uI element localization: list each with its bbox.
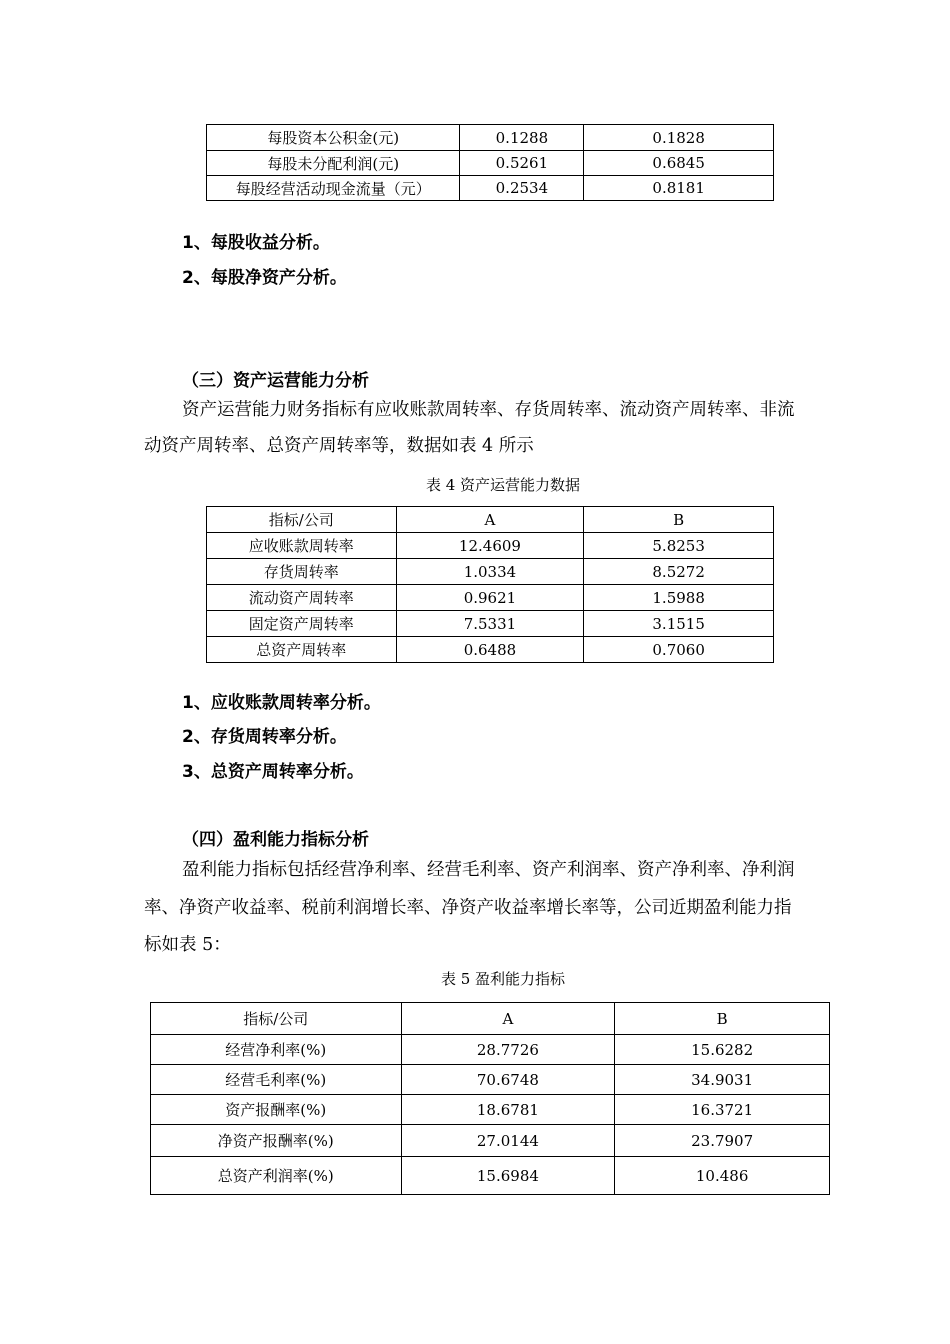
table-cell: 34.9031 xyxy=(615,1065,830,1095)
table-cell: 10.486 xyxy=(615,1157,830,1195)
paragraph-line: 资产运营能力财务指标有应收账款周转率、存货周转率、流动资产周转率、非流 xyxy=(182,400,795,420)
table-header-cell: 指标/公司 xyxy=(151,1003,402,1035)
table-cell: 应收账款周转率 xyxy=(207,533,397,559)
paragraph-line: 盈利能力指标包括经营净利率、经营毛利率、资产利润率、资产净利率、净利润 xyxy=(182,860,795,880)
list-item: 1、每股收益分析。 xyxy=(182,233,330,253)
table-cell: 总资产利润率(%) xyxy=(151,1157,402,1195)
table-cell: 0.5261 xyxy=(460,151,584,176)
table-cell: 23.7907 xyxy=(615,1125,830,1157)
table-row xyxy=(151,1157,830,1195)
table-cell: 5.8253 xyxy=(584,533,774,559)
table-cell: 15.6984 xyxy=(401,1157,615,1195)
table-cell: 固定资产周转率 xyxy=(207,611,397,637)
table-row xyxy=(151,1035,830,1065)
section-heading: （三）资产运营能力分析 xyxy=(182,371,369,391)
table-row xyxy=(207,637,774,663)
table-row xyxy=(207,533,774,559)
table-cell: 每股资本公积金(元) xyxy=(207,125,460,151)
table-cell: 0.9621 xyxy=(396,585,584,611)
table-cell: 每股经营活动现金流量（元） xyxy=(207,176,460,201)
table-cell: 流动资产周转率 xyxy=(207,585,397,611)
table-cell: 18.6781 xyxy=(401,1095,615,1125)
table-cell: 7.5331 xyxy=(396,611,584,637)
table-row xyxy=(207,151,774,176)
table-row xyxy=(207,611,774,637)
table-asset-operation xyxy=(206,506,774,663)
table-cell: 15.6282 xyxy=(615,1035,830,1065)
table-header-row xyxy=(207,507,774,533)
list-item: 1、应收账款周转率分析。 xyxy=(182,693,381,713)
table-row xyxy=(151,1095,830,1125)
table-cell: 0.1828 xyxy=(584,125,774,151)
table-cell: 12.4609 xyxy=(396,533,584,559)
table-cell: 1.0334 xyxy=(396,559,584,585)
table-row xyxy=(207,559,774,585)
table-header-cell: A xyxy=(396,507,584,533)
table-cell: 0.7060 xyxy=(584,637,774,663)
table-cell: 3.1515 xyxy=(584,611,774,637)
table-cell: 70.6748 xyxy=(401,1065,615,1095)
table-header-cell: A xyxy=(401,1003,615,1035)
table-profitability xyxy=(150,1002,830,1195)
table-per-share-cont xyxy=(206,124,774,201)
table-cell: 经营净利率(%) xyxy=(151,1035,402,1065)
table-row xyxy=(151,1065,830,1095)
table-cell: 存货周转率 xyxy=(207,559,397,585)
table-cell: 0.2534 xyxy=(460,176,584,201)
table-cell: 0.8181 xyxy=(584,176,774,201)
table-cell: 27.0144 xyxy=(401,1125,615,1157)
table-cell: 总资产周转率 xyxy=(207,637,397,663)
table-row xyxy=(207,176,774,201)
table-cell: 0.1288 xyxy=(460,125,584,151)
table-row xyxy=(151,1125,830,1157)
table-header-row xyxy=(151,1003,830,1035)
paragraph-line: 标如表 5： xyxy=(144,935,231,955)
list-item: 2、存货周转率分析。 xyxy=(182,727,347,747)
table-caption: 表 4 资产运营能力数据 xyxy=(425,476,581,494)
section-heading: （四）盈利能力指标分析 xyxy=(182,830,369,850)
paragraph-line: 率、净资产收益率、税前利润增长率、净资产收益率增长率等，公司近期盈利能力指 xyxy=(144,898,792,918)
table-cell: 0.6488 xyxy=(396,637,584,663)
table-header-cell: 指标/公司 xyxy=(207,507,397,533)
table-row xyxy=(207,125,774,151)
list-item: 3、总资产周转率分析。 xyxy=(182,762,364,782)
table-cell: 0.6845 xyxy=(584,151,774,176)
list-item: 2、每股净资产分析。 xyxy=(182,268,347,288)
table-header-cell: B xyxy=(615,1003,830,1035)
table-header-cell: B xyxy=(584,507,774,533)
table-cell: 经营毛利率(%) xyxy=(151,1065,402,1095)
table-caption: 表 5 盈利能力指标 xyxy=(440,970,566,988)
paragraph-line: 动资产周转率、总资产周转率等，数据如表 4 所示 xyxy=(144,436,534,456)
table-cell: 1.5988 xyxy=(584,585,774,611)
table-cell: 16.3721 xyxy=(615,1095,830,1125)
table-cell: 28.7726 xyxy=(401,1035,615,1065)
table-cell: 8.5272 xyxy=(584,559,774,585)
table-cell: 净资产报酬率(%) xyxy=(151,1125,402,1157)
table-cell: 每股未分配利润(元) xyxy=(207,151,460,176)
table-cell: 资产报酬率(%) xyxy=(151,1095,402,1125)
table-row xyxy=(207,585,774,611)
